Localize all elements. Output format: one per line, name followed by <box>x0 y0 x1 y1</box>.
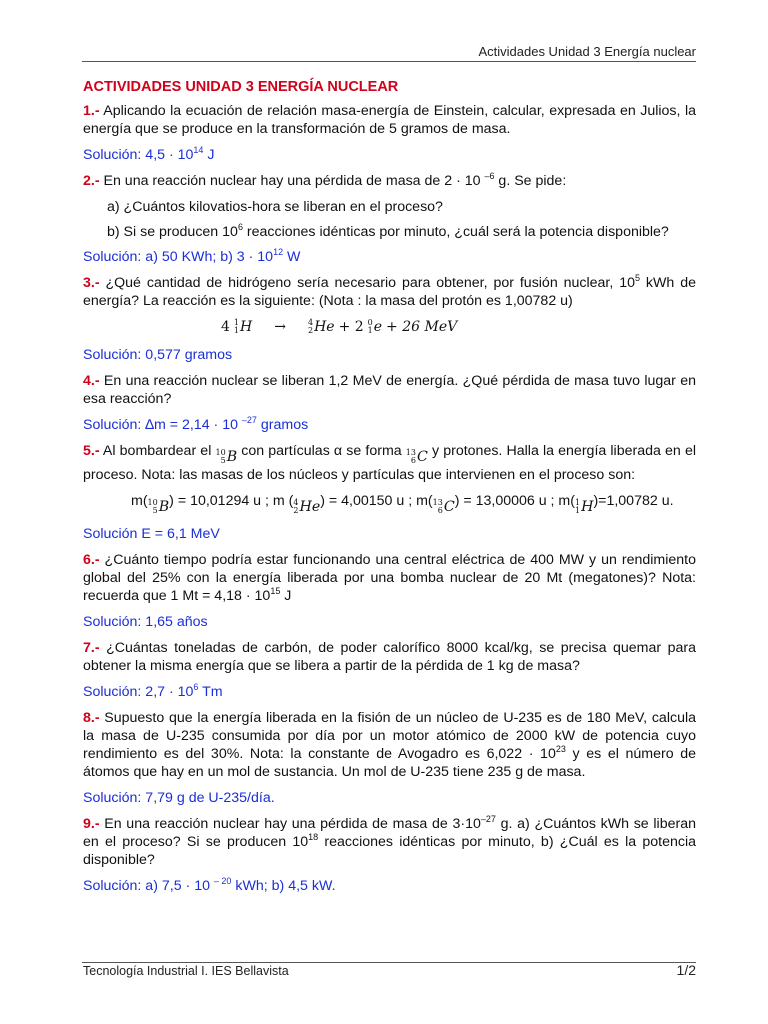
solution-text: Solución: a) 50 KWh; b) 3 · 10 <box>83 249 274 265</box>
element-symbol: B <box>158 499 170 515</box>
document-body <box>83 78 696 903</box>
exponent: –6 <box>484 171 495 181</box>
solution-9 <box>83 877 696 895</box>
solution-unit: Tm <box>198 684 223 700</box>
reaction-arrow: → <box>274 319 286 335</box>
exponent: 6 <box>193 682 199 692</box>
solution-5: Solución E = 6,1 MeV <box>83 526 220 542</box>
solution-6: Solución: 1,65 años <box>83 614 208 630</box>
equation-term: + 2 <box>338 319 364 335</box>
solution-unit: gramos <box>256 417 309 433</box>
mass-number: 4 <box>307 318 314 327</box>
element-symbol: B <box>226 449 238 465</box>
document-title: ACTIVIDADES UNIDAD 3 ENERGÍA NUCLEAR <box>83 79 399 95</box>
question-text: En una reacción nuclear se liberan 1,2 MeV de energía. ¿Qué pérdida de masa tuvo lugar en esa reacción? <box>83 373 696 407</box>
question-8 <box>83 709 696 781</box>
element-symbol: C <box>416 449 428 465</box>
mass-label: m( <box>131 493 148 509</box>
atomic-number: 1 <box>367 326 373 335</box>
solution-unit: J <box>203 147 215 163</box>
question-number: 4.- <box>83 373 100 389</box>
question-text: En una reacción nuclear hay una pérdida de masa de 2 · 10 <box>99 173 485 189</box>
question-number: 2.- <box>83 173 100 189</box>
question-number: 5.- <box>83 443 100 459</box>
exponent: 18 <box>308 832 319 842</box>
mass-value: ) = 4,00150 u ; m( <box>320 493 433 509</box>
question-text: y protones. Halla la energía liberada en el proceso. Nota: las masas de los núcleos y partículas que intervienen en el proceso son: <box>83 443 696 483</box>
footer-divider <box>82 962 696 963</box>
solution-2 <box>83 248 696 266</box>
atomic-number: 1 <box>574 506 581 515</box>
atomic-number: 2 <box>307 326 314 335</box>
exponent: 12 <box>273 247 284 257</box>
question-text: b) Si se producen 10 <box>107 224 238 240</box>
atomic-number: 6 <box>437 506 443 515</box>
mass-number: 13 <box>432 498 443 507</box>
solution-text: Solución: 4,5 · 10 <box>83 147 194 163</box>
atomic-number: 1 <box>233 326 240 335</box>
question-number: 8.- <box>83 710 100 726</box>
element-symbol: H <box>581 499 594 515</box>
solution-8: Solución: 7,79 g de U-235/día. <box>83 790 275 806</box>
exponent: 5 <box>635 273 641 283</box>
question-text: kWh de energía? La reacción es la siguiente: (Nota : la masa del protón es 1,00782 u) <box>83 275 696 309</box>
exponent: –27 <box>480 814 496 824</box>
question-3 <box>83 274 696 310</box>
mass-number: 10 <box>147 498 158 507</box>
question-text: ¿Cuánto tiempo podría estar funcionando una central eléctrica de 400 MW y un rendimiento global del 25% con la energía liberada por una bomba nuclear de 20 Mt (megatones)? Nota: recuerda que 1 Mt = 4,18 · 10 <box>83 552 696 604</box>
question-text: ¿Cuántas toneladas de carbón, de poder calorífico 8000 kcal/kg, se precisa quemar para obtener la misma energía que se libera a partir de la pérdida de 1 kg de masa? <box>83 640 696 674</box>
header-title: Actividades Unidad 3 Energía nuclear <box>478 44 696 59</box>
mass-number: 1 <box>233 318 240 327</box>
element-symbol: He <box>299 499 321 515</box>
header-divider <box>82 61 696 62</box>
page-number: 1/2 <box>676 962 696 978</box>
boron-nuclide <box>216 448 238 466</box>
atomic-number: 5 <box>152 506 158 515</box>
element-symbol: He <box>314 319 335 335</box>
question-text: g. Se pide: <box>494 173 567 189</box>
question-text: En una reacción nuclear hay una pérdida de masa de 3·10 <box>99 816 481 832</box>
question-1 <box>83 102 696 138</box>
fusion-equation <box>221 318 696 336</box>
exponent: 14 <box>193 145 204 155</box>
atomic-number: 2 <box>293 506 299 515</box>
question-text: g. a) ¿Cuántos kWh se liberan en el proceso? Si se producen 10 <box>83 816 696 850</box>
question-9 <box>83 815 696 869</box>
question-number: 1.- <box>83 103 100 119</box>
question-number: 3.- <box>83 275 100 291</box>
solution-text: Solución: a) 7,5 · 10 <box>83 878 214 894</box>
solution-3: Solución: 0,577 gramos <box>83 347 233 363</box>
mass-value: )=1,00782 u. <box>593 493 674 509</box>
question-text: reacciones idénticas por minuto, b) ¿Cuál es la potencia disponible? <box>83 834 696 868</box>
question-text: J <box>280 588 292 604</box>
question-text: y es el número de átomos que hay en un mol de sustancia. Un mol de U-235 tiene 235 g de masa. <box>83 746 696 780</box>
solution-4 <box>83 416 696 434</box>
solution-unit: W <box>283 249 301 265</box>
positron <box>368 318 382 336</box>
solution-text: Solución: 2,7 · 10 <box>83 684 194 700</box>
question-2 <box>83 172 696 190</box>
mass-number: 1 <box>574 498 581 507</box>
exponent: 6 <box>237 222 243 232</box>
footer-course: Tecnología Industrial I. IES Bellavista <box>83 964 289 978</box>
mass-number: 0 <box>367 318 373 327</box>
question-2-part-b <box>107 223 696 241</box>
mass-value: ) = 13,00006 u ; m( <box>454 493 575 509</box>
solution-7 <box>83 683 696 701</box>
question-text: reacciones idénticas por minuto, ¿cuál será la potencia disponible? <box>242 224 669 240</box>
question-text: con partículas α se forma <box>237 443 406 459</box>
hydrogen-nuclide <box>234 318 252 336</box>
carbon-nuclide <box>433 498 455 516</box>
solution-unit: kWh; b) 4,5 kW. <box>231 878 336 894</box>
helium-nuclide <box>293 498 320 516</box>
question-5 <box>83 442 696 484</box>
equation-energy: + 26 MeV <box>386 319 458 335</box>
exponent: 15 <box>270 586 281 596</box>
helium-nuclide <box>308 318 335 336</box>
nuclide-masses <box>131 492 696 516</box>
element-symbol: C <box>443 499 455 515</box>
mass-value: ) = 10,01294 u ; m ( <box>169 493 294 509</box>
solution-text: Solución: ∆m = 2,14 · 10 <box>83 417 242 433</box>
question-7 <box>83 639 696 675</box>
question-number: 9.- <box>83 816 100 832</box>
exponent: 23 <box>555 744 566 754</box>
solution-1 <box>83 146 696 164</box>
carbon-nuclide <box>406 448 428 466</box>
mass-number: 13 <box>405 448 416 457</box>
exponent: –27 <box>241 415 257 425</box>
equation-coefficient: 4 <box>221 319 230 335</box>
question-text: Al bombardear el <box>99 443 216 459</box>
hydrogen-nuclide <box>575 498 593 516</box>
question-text: Supuesto que la energía liberada en la fisión de un núcleo de U-235 es de 180 MeV, calcula la masa de U-235 consumida por día por un motor atómico de 2000 kW de potencia cuyo rendimiento es del 30%. Nota: la constante de Avogadro es 6,022 · 10 <box>83 710 696 762</box>
boron-nuclide <box>148 498 170 516</box>
mass-number: 4 <box>293 498 299 507</box>
question-number: 7.- <box>83 640 100 656</box>
question-4 <box>83 372 696 408</box>
element-symbol: e <box>373 319 383 335</box>
element-symbol: H <box>240 319 253 335</box>
exponent: – 20 <box>213 876 232 886</box>
mass-number: 10 <box>215 448 226 457</box>
question-text: Aplicando la ecuación de relación masa-energía de Einstein, calcular, expresada en Julios, la energía que se produce en la transformación de 5 gramos de masa. <box>83 103 696 137</box>
question-2-part-a: a) ¿Cuántos kilovatios-hora se liberan en el proceso? <box>107 199 443 215</box>
atomic-number: 6 <box>410 456 416 465</box>
atomic-number: 5 <box>220 456 226 465</box>
question-6 <box>83 551 696 605</box>
question-text: ¿Qué cantidad de hidrógeno sería necesario para obtener, por fusión nuclear, 10 <box>99 275 635 291</box>
question-number: 6.- <box>83 552 100 568</box>
